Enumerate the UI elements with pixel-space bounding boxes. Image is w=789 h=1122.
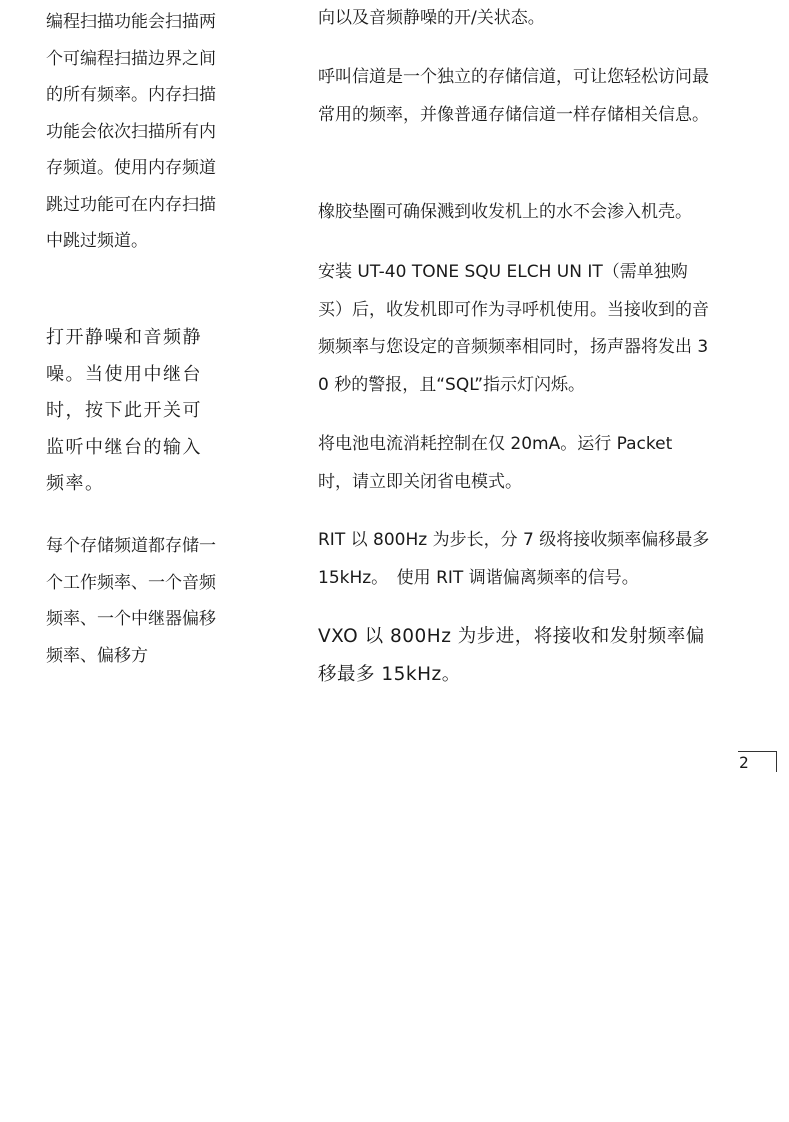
right-paragraph-call-channel: 呼叫信道是一个独立的存储信道，可让您轻松访问最常用的频率，并像普通存储信道一样存储相关信息。: [318, 67, 709, 125]
right-paragraph-continuation: 向以及音频静噪的开/关状态。: [318, 8, 545, 28]
right-paragraph-rubber-gasket: 橡胶垫圈可确保溅到收发机上的水不会渗入机壳。: [318, 202, 692, 222]
page-number: 2: [739, 753, 749, 772]
left-paragraph-memory-channel: 每个存储频道都存储一个工作频率、一个音频频率、一个中继器偏移频率、偏移方: [46, 536, 216, 666]
right-paragraph-battery-saver: 将电池电流消耗控制在仅 20mA。运行 Packet 时，请立即关闭省电模式。: [318, 434, 673, 492]
right-paragraph-pager-unit: 安装 UT-40 TONE SQU ELCH UN IT（需单独购买）后，收发机即可作为寻呼机使用。当接收到的音频频率与您设定的音频频率相同时，扬声器将发出 30 秒的警报，且“SQL”指示灯闪烁。: [318, 262, 709, 395]
right-paragraph-vxo: VXO 以 800Hz 为步进，将接收和发射频率偏移最多 15kHz。: [318, 626, 705, 685]
right-paragraph-rit: RIT 以 800Hz 为步长，分 7 级将接收频率偏移最多 15kHz。 使用 RIT 调谐偏离频率的信号。: [318, 530, 710, 588]
left-paragraph-scan-functions: 编程扫描功能会扫描两个可编程扫描边界之间的所有频率。内存扫描功能会依次扫描所有内存频道。使用内存频道跳过功能可在内存扫描中跳过频道。: [46, 12, 216, 251]
left-paragraph-squelch: 打开静噪和音频静噪。当使用中继台时，按下此开关可监听中继台的输入频率。: [46, 327, 202, 494]
